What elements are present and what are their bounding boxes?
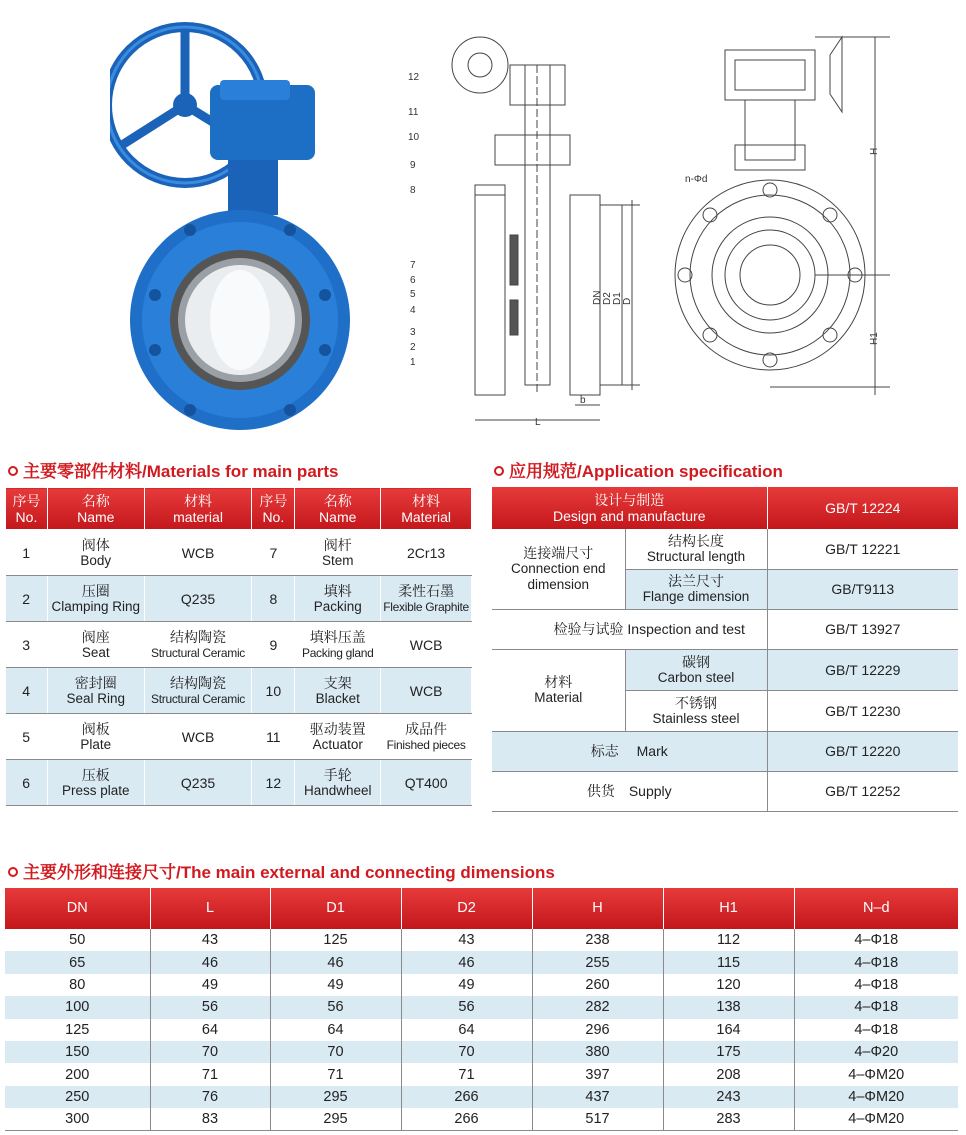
mark-std: GB/T 12220 [767, 731, 958, 771]
part-material: WCB [144, 714, 252, 760]
dim-cell: 295 [270, 1108, 401, 1130]
dim-cell: 64 [150, 1019, 270, 1041]
part-material: 2Cr13 [381, 530, 472, 576]
header-cell: 序号 No. [6, 488, 48, 530]
dim-cell: 4–Φ18 [794, 929, 958, 951]
carbon-std: GB/T 12229 [767, 649, 958, 690]
part-label: 9 [410, 160, 416, 171]
dim-cell: 4–Φ18 [794, 1019, 958, 1041]
dim-cell: 208 [663, 1063, 794, 1085]
dim-cell: 71 [401, 1063, 532, 1085]
materials-row [6, 530, 472, 576]
part-label: 4 [410, 305, 416, 316]
dim-cell: 4–Φ20 [794, 1041, 958, 1063]
dim-header-cell: H [532, 888, 663, 929]
dimensions-row [5, 996, 958, 1018]
dim-cell: 437 [532, 1086, 663, 1108]
dim-cell: 65 [69, 954, 86, 971]
header-cell: 序号 No. [252, 488, 295, 530]
dim-cell: 266 [401, 1108, 532, 1130]
materials-row [6, 714, 472, 760]
dim-cell: 49 [150, 974, 270, 996]
dim-cell: 4–Φ18 [794, 974, 958, 996]
dim-cell: 517 [532, 1108, 663, 1130]
inspection-std: GB/T 13927 [767, 609, 958, 649]
part-name: 阀座 Seat [47, 622, 144, 668]
dim-cell: 283 [663, 1108, 794, 1130]
dimensions-title [8, 858, 555, 883]
part-number: 6 [6, 760, 48, 806]
materials-title [8, 457, 339, 482]
part-number: 7 [252, 530, 295, 576]
dim-cell: 56 [150, 996, 270, 1018]
application-table [492, 487, 958, 812]
dim-cell: 80 [69, 976, 86, 993]
dimensions-row [5, 1041, 958, 1063]
part-number: 2 [6, 576, 48, 622]
dim-cell: 4–Φ18 [794, 996, 958, 1018]
materials-table [5, 487, 472, 806]
header-cell: 材料 material [144, 488, 252, 530]
part-name: 阀板 Plate [47, 714, 144, 760]
header-cell: 名称 Name [47, 488, 144, 530]
materials-header-row [6, 488, 472, 530]
dim-cell: 282 [532, 996, 663, 1018]
dim-cell: 4–ΦM20 [794, 1063, 958, 1085]
dim-cell: 112 [663, 929, 794, 951]
section-drawing [400, 25, 660, 435]
part-material: 结构陶瓷 Structural Ceramic [144, 622, 252, 668]
dim-label: D1 [612, 292, 623, 305]
dim-cell: 300 [5, 1108, 150, 1130]
dim-cell: 266 [401, 1086, 532, 1108]
design-cell: 设计与制造 Design and manufacture [492, 487, 767, 529]
part-label: 2 [410, 342, 416, 353]
part-label: 1 [410, 357, 416, 368]
dimensions-row [5, 929, 958, 951]
dim-cell: 115 [663, 951, 794, 973]
dim-cell: 50 [69, 932, 86, 949]
dim-cell: 138 [663, 996, 794, 1018]
dim-header-cell: D2 [401, 888, 532, 929]
dim-cell: 56 [270, 996, 401, 1018]
dim-cell: 125 [65, 1021, 90, 1038]
dimensions-title-text: 主要外形和连接尺寸/The main external and connecting dimensions [23, 863, 555, 882]
dimensions-row [5, 1019, 958, 1041]
flange-cell: 法兰尺寸 Flange dimension [625, 569, 767, 609]
part-number: 9 [252, 622, 295, 668]
part-number: 3 [6, 622, 48, 668]
part-number: 11 [252, 714, 295, 760]
stainless-cell: 不锈钢 Stainless steel [625, 690, 767, 731]
carbon-cell: 碳钢 Carbon steel [625, 649, 767, 690]
dimensions-row [5, 1108, 958, 1130]
dim-cell: 83 [150, 1108, 270, 1130]
part-name: 阀杆 Stem [295, 530, 381, 576]
dim-cell: 255 [532, 951, 663, 973]
part-name: 阀体 Body [47, 530, 144, 576]
part-name: 驱动装置 Actuator [295, 714, 381, 760]
dim-label: D2 [602, 292, 613, 305]
dim-cell: 70 [270, 1041, 401, 1063]
dim-cell: 380 [532, 1041, 663, 1063]
dim-header-cell: D1 [270, 888, 401, 929]
mark-cell: 标志 Mark [492, 731, 767, 771]
part-name: 压板 Press plate [47, 760, 144, 806]
dimensions-row [5, 974, 958, 996]
dim-label: b [580, 395, 586, 406]
dimensions-row [5, 1086, 958, 1108]
dim-cell: 200 [65, 1066, 90, 1083]
supply-std: GB/T 12252 [767, 771, 958, 811]
dim-cell: 260 [532, 974, 663, 996]
structural-std: GB/T 12221 [767, 529, 958, 569]
dim-cell: 46 [401, 951, 532, 973]
structural-row [492, 529, 958, 569]
dim-header-cell: H1 [663, 888, 794, 929]
part-material: 柔性石墨 Flexible Graphite [381, 576, 472, 622]
materials-row [6, 760, 472, 806]
part-label: 10 [408, 132, 420, 143]
materials-row [6, 576, 472, 622]
materials-title-text: 主要零部件材料/Materials for main parts [23, 462, 339, 481]
dim-cell: 295 [270, 1086, 401, 1108]
dim-label: L [535, 417, 541, 428]
dimensions-table [5, 888, 958, 1131]
dim-label: n-Φd [685, 174, 708, 185]
dim-cell: 4–ΦM20 [794, 1108, 958, 1130]
structural-cell: 结构长度 Structural length [625, 529, 767, 569]
carbon-row [492, 649, 958, 690]
part-material: 成品件 Finished pieces [381, 714, 472, 760]
design-row [492, 487, 958, 529]
dim-label: H [869, 147, 880, 155]
dim-cell: 70 [150, 1041, 270, 1063]
part-name: 填料压盖 Packing gland [295, 622, 381, 668]
part-label: 7 [410, 260, 416, 271]
dim-cell: 250 [65, 1088, 90, 1105]
dim-cell: 238 [532, 929, 663, 951]
part-label: 3 [410, 327, 416, 338]
part-number: 5 [6, 714, 48, 760]
dim-cell: 71 [270, 1063, 401, 1085]
materials-row [6, 668, 472, 714]
flange-std: GB/T9113 [767, 569, 958, 609]
dim-cell: 76 [150, 1086, 270, 1108]
dim-cell: 296 [532, 1019, 663, 1041]
dim-cell: 46 [150, 951, 270, 973]
part-name: 支架 Blacket [295, 668, 381, 714]
dim-header-cell: L [150, 888, 270, 929]
design-std: GB/T 12224 [767, 487, 958, 529]
bullet-circle-icon [494, 466, 504, 476]
part-label: 5 [410, 289, 416, 300]
bullet-circle-icon [8, 466, 18, 476]
materials-row [6, 622, 472, 668]
dimensions-row [5, 951, 958, 973]
part-label: 11 [408, 107, 419, 118]
dim-cell: 175 [663, 1041, 794, 1063]
dim-cell: 120 [663, 974, 794, 996]
inspection-cell: 检验与试验 Inspection and test [492, 609, 767, 649]
front-drawing [665, 25, 965, 420]
dim-label: H1 [869, 332, 880, 345]
dim-cell: 56 [401, 996, 532, 1018]
dim-cell: 125 [270, 929, 401, 951]
dim-cell: 43 [401, 929, 532, 951]
connection-cell: 连接端尺寸 Connection end dimension [492, 529, 625, 609]
part-material: WCB [381, 622, 472, 668]
part-label: 8 [410, 185, 416, 196]
dim-cell: 49 [270, 974, 401, 996]
part-label: 12 [408, 72, 420, 83]
part-name: 填料 Packing [295, 576, 381, 622]
material-cell: 材料 Material [492, 649, 625, 731]
dim-cell: 49 [401, 974, 532, 996]
part-label: 6 [410, 275, 416, 286]
dim-cell: 43 [150, 929, 270, 951]
part-name: 压圈 Clamping Ring [47, 576, 144, 622]
dim-cell: 100 [65, 999, 90, 1016]
part-material: Q235 [144, 576, 252, 622]
dim-cell: 70 [401, 1041, 532, 1063]
supply-cell: 供货 Supply [492, 771, 767, 811]
application-title [494, 457, 783, 482]
dim-cell: 64 [401, 1019, 532, 1041]
dim-cell: 4–Φ18 [794, 951, 958, 973]
part-number: 1 [6, 530, 48, 576]
part-name: 手轮 Handwheel [295, 760, 381, 806]
part-number: 10 [252, 668, 295, 714]
mark-row [492, 731, 958, 771]
header-cell: 材料 Material [381, 488, 472, 530]
part-number: 4 [6, 668, 48, 714]
bullet-circle-icon [8, 867, 18, 877]
header-cell: 名称 Name [295, 488, 381, 530]
part-material: WCB [381, 668, 472, 714]
part-material: 结构陶瓷 Structural Ceramic [144, 668, 252, 714]
dimensions-header-row [5, 888, 958, 929]
dim-cell: 46 [270, 951, 401, 973]
dim-cell: 150 [65, 1044, 90, 1061]
part-material: Q235 [144, 760, 252, 806]
valve-photo [110, 10, 370, 435]
dim-cell: 164 [663, 1019, 794, 1041]
dim-header-cell: DN [5, 888, 150, 929]
dim-label: D [622, 297, 633, 305]
dim-cell: 4–ΦM20 [794, 1086, 958, 1108]
part-number: 8 [252, 576, 295, 622]
dim-cell: 64 [270, 1019, 401, 1041]
application-title-text: 应用规范/Application specification [509, 462, 783, 481]
dim-header-cell: N–d [794, 888, 958, 929]
dim-cell: 71 [150, 1063, 270, 1085]
supply-row [492, 771, 958, 811]
part-name: 密封圈 Seal Ring [47, 668, 144, 714]
dim-cell: 397 [532, 1063, 663, 1085]
dimensions-row [5, 1063, 958, 1085]
product-images [0, 0, 966, 440]
inspection-row [492, 609, 958, 649]
stainless-std: GB/T 12230 [767, 690, 958, 731]
dim-label: DN [592, 290, 603, 305]
part-number: 12 [252, 760, 295, 806]
part-material: QT400 [381, 760, 472, 806]
dim-cell: 243 [663, 1086, 794, 1108]
part-material: WCB [144, 530, 252, 576]
